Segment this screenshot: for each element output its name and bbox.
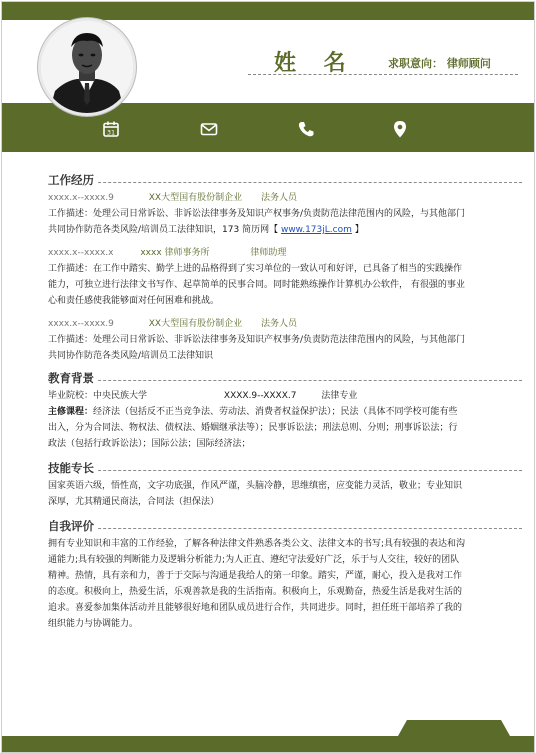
education-school-row: 毕业院校：中央民族大学 XXXX.9--XXXX.7 法律专业 — [48, 391, 358, 401]
job-period: xxxx.x--xxxx.x — [48, 248, 114, 258]
svg-text:31: 31 — [106, 128, 116, 137]
courses-line: 政法（包括行政诉讼法）；国际公法；国际经济法； — [48, 439, 251, 449]
courses-line: 出入，分为合同法、物权法、债权法、婚姻继承法等）；民事诉讼法；刑法总则、分则；刑事诉讼法；行 — [48, 423, 458, 433]
job-entry — [48, 190, 508, 238]
school-name: 中央民族大学 — [93, 391, 148, 401]
job-company: XX大型国有股份制企业 — [148, 319, 243, 329]
job-header — [48, 245, 508, 261]
mail-icon — [200, 120, 218, 138]
job-role: 律师助理 — [250, 248, 287, 258]
skills-line: 深厚，尤其精通民商法，合同法（担保法） — [48, 497, 220, 507]
section-title-education: 教育背景 — [48, 370, 508, 388]
section-divider — [48, 528, 522, 529]
resume-site-link[interactable]: www.173jL.com — [280, 225, 352, 235]
calendar-icon — [102, 120, 120, 138]
footer-banner — [2, 736, 534, 752]
job-intent-label: 求职意向： — [388, 57, 443, 70]
job-header — [48, 316, 508, 332]
job-desc-line: 能力，可独立进行法律文书写作、起草简单的民事合同。同时能熟练操作计算机办公软件， 有很强的事业 — [48, 280, 465, 290]
section-divider — [48, 380, 522, 381]
resume-page — [1, 1, 535, 753]
job-desc-line: 共同协作防范各类风险/培训员工法律知识 — [48, 351, 214, 361]
job-period: xxxx.x--xxxx.9 — [48, 193, 114, 203]
education-period: XXXX.9--XXXX.7 — [223, 391, 297, 401]
section-title-work: 工作经历 — [48, 172, 508, 190]
resume-body — [48, 172, 508, 632]
phone-icon — [297, 120, 315, 138]
footer-tab — [398, 720, 510, 736]
job-desc-line: 工作描述：处理公司日常诉讼、非诉讼法律事务及知识产权事务/负责防范法律范围内的风险，与其他部门 — [48, 335, 466, 345]
job-entry — [48, 316, 508, 364]
job-company: XX大型国有股份制企业 — [148, 193, 243, 203]
evaluation-line: 拥有专业知识和丰富的工作经验，了解各种法律文件熟悉各类公文、法律文本的书写;具有较强的表达和沟 — [48, 539, 466, 549]
job-company: xxxx 律师事务所 — [140, 248, 210, 258]
job-intent-value: 律师顾问 — [446, 57, 491, 70]
job-entry — [48, 245, 508, 309]
evaluation-line: 追求。喜爱参加集体活动并且能够很好地和团队成员进行合作，共同进步。同时，担任班干部培养了我的 — [48, 603, 463, 613]
evaluation-line: 通能力;具有较强的判断能力及逻辑分析能力;为人正直、遵纪守法爱好广泛，乐于与人交往，较好的团队 — [48, 555, 460, 565]
portrait-image — [41, 21, 133, 113]
job-desc-line: 共同协作防范各类风险/培训员工法律知识，173 简历网【 www.173jL.com 】 — [48, 225, 364, 235]
job-period: xxxx.x--xxxx.9 — [48, 319, 114, 329]
job-role: 法务人员 — [260, 319, 297, 329]
skills-line: 国家英语六级，悟性高，文字功底强，作风严谨，头脑冷静，思维缜密，应变能力灵活，敬业；专业知识 — [48, 481, 463, 491]
job-desc-line: 工作描述：处理公司日常诉讼、非诉讼法律事务及知识产权事务/负责防范法律范围内的风险，与其他部门 — [48, 209, 466, 219]
job-desc-line: 心和责任感使我能够面对任何困难和挑战。 — [48, 296, 220, 306]
education-major: 法律专业 — [321, 391, 358, 401]
section-title-skills: 技能专长 — [48, 460, 508, 478]
evaluation-line: 精神。热情，具有亲和力，善于于交际与沟通是我给人的第一印象。踏实，严谨，耐心，投入是我对工作 — [48, 571, 463, 581]
courses-line: 主修课程：经济法（包括反不正当竞争法、劳动法、消费者权益保护法）；民法（具体不同学校可能有些 — [48, 407, 458, 417]
section-divider — [48, 182, 522, 183]
profile-photo — [38, 18, 136, 116]
job-desc-line: 工作描述：在工作中踏实、勤学上进的品格得到了实习单位的一致认可和好评，已具备了相当的实践操作 — [48, 264, 463, 274]
evaluation-line: 的态度。积极向上，热爱生活，乐观善款是我的生活指南。积极向上，乐观勤奋，热爱生活是我对生活的 — [48, 587, 463, 597]
candidate-name: 姓 名 — [274, 51, 356, 76]
header-divider — [248, 74, 518, 75]
section-title-evaluation: 自我评价 — [48, 518, 508, 536]
section-divider — [48, 470, 522, 471]
job-intent — [388, 55, 491, 71]
location-icon — [391, 120, 409, 138]
evaluation-line: 组织能力与协调能力。 — [48, 619, 139, 629]
job-header — [48, 190, 508, 206]
job-role: 法务人员 — [260, 193, 297, 203]
